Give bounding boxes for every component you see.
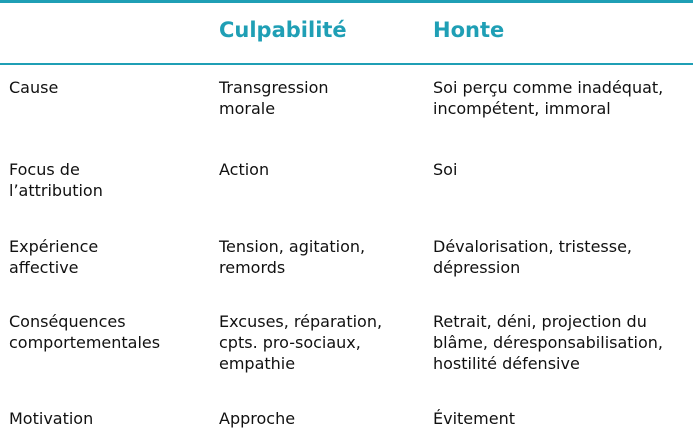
header-rule — [0, 63, 693, 65]
cell-honte: Évitement — [433, 409, 515, 428]
top-rule — [0, 0, 693, 3]
cell-culpabilite: Excuses, réparation, cpts. pro-sociaux, empathie — [219, 312, 383, 373]
row-label: Focus de l’attribution — [9, 160, 103, 200]
cell-culpabilite: Transgression morale — [219, 78, 329, 118]
cell-honte: Soi perçu comme inadéquat, incompétent, immoral — [433, 78, 664, 118]
row-label: Expérience affective — [9, 237, 99, 277]
column-header-honte: Honte — [433, 18, 505, 42]
column-header-culpabilite: Culpabilité — [219, 18, 347, 42]
row-label: Conséquences comportementales — [9, 312, 161, 352]
cell-honte: Retrait, déni, projection du blâme, déresponsabilisation, hostilité défensive — [433, 312, 664, 373]
cell-culpabilite: Approche — [219, 409, 296, 428]
row-label: Cause — [9, 78, 59, 97]
cell-culpabilite: Tension, agitation, remords — [219, 237, 366, 277]
cell-honte: Soi — [433, 160, 458, 179]
cell-culpabilite: Action — [219, 160, 270, 179]
row-label: Motivation — [9, 409, 94, 428]
cell-honte: Dévalorisation, tristesse, dépression — [433, 237, 633, 277]
